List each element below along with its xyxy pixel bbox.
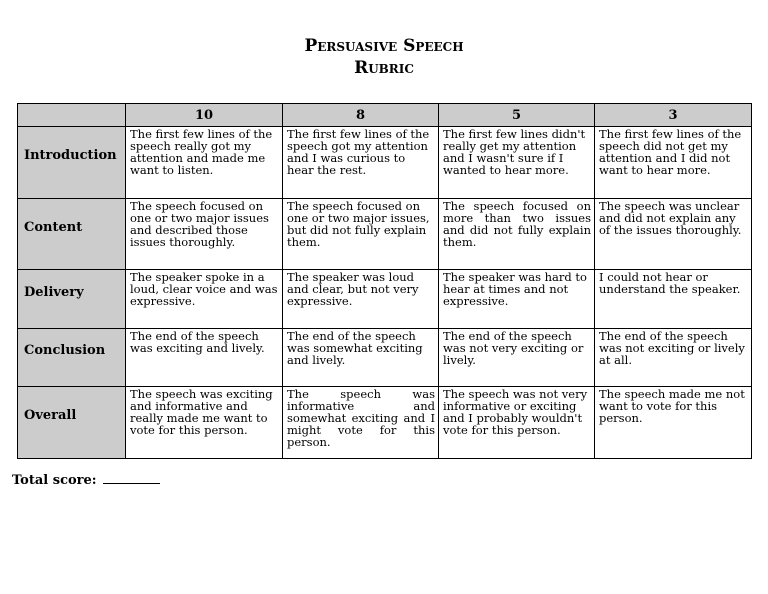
row-label-content: Content [18, 199, 126, 270]
header-score-5: 5 [439, 104, 595, 127]
table-cell: The speech was unclear and did not explain any of the issues thoroughly. [595, 199, 752, 270]
header-score-3: 3 [595, 104, 752, 127]
table-cell: The end of the speech was not exciting or lively at all. [595, 329, 752, 387]
table-row [18, 387, 752, 459]
total-score [12, 471, 160, 488]
header-score-8: 8 [283, 104, 439, 127]
total-score-label: Total score: [12, 473, 97, 488]
table-cell: The end of the speech was somewhat exciting and lively. [283, 329, 439, 387]
table-cell: The speech focused on one or two major issues, but did not fully explain them. [283, 199, 439, 270]
table-row [18, 270, 752, 329]
table-cell: The end of the speech was not very exciting or lively. [439, 329, 595, 387]
table-cell: The speech was not very informative or exciting and I probably wouldn't vote for this person. [439, 387, 595, 459]
header-corner [18, 104, 126, 127]
table-cell: The first few lines of the speech really got my attention and made me want to listen. [126, 127, 283, 199]
table-cell: The speech was exciting and informative and really made me want to vote for this person. [126, 387, 283, 459]
row-label-introduction: Introduction [18, 127, 126, 199]
table-cell: The first few lines of the speech did not get my attention and I did not want to hear more. [595, 127, 752, 199]
table-row [18, 199, 752, 270]
table-cell: The speech made me not want to vote for this person. [595, 387, 752, 459]
table-cell: The speech focused on one or two major issues and described those issues thoroughly. [126, 199, 283, 270]
rubric-table [17, 103, 752, 459]
row-label-delivery: Delivery [18, 270, 126, 329]
total-score-blank-line [103, 471, 160, 484]
table-cell: The speech focused on more than two issues and did not fully explain them. [439, 199, 595, 270]
header-row [18, 104, 752, 127]
table-cell: The speaker spoke in a loud, clear voice and was expressive. [126, 270, 283, 329]
document-title: Persuasive Speech [304, 36, 464, 56]
table-cell: The first few lines didn't really get my attention and I wasn't sure if I wanted to hear more. [439, 127, 595, 199]
row-label-overall: Overall [18, 387, 126, 459]
document-subtitle: Rubric [354, 58, 414, 78]
table-cell: The first few lines of the speech got my attention and I was curious to hear the rest. [283, 127, 439, 199]
table-cell: The end of the speech was exciting and lively. [126, 329, 283, 387]
header-score-10: 10 [126, 104, 283, 127]
row-label-conclusion: Conclusion [18, 329, 126, 387]
table-cell: The speaker was hard to hear at times and not expressive. [439, 270, 595, 329]
table-row [18, 127, 752, 199]
table-cell: I could not hear or understand the speaker. [595, 270, 752, 329]
table-cell: The speech was informative and somewhat exciting and I might vote for this person. [283, 387, 439, 459]
table-row [18, 329, 752, 387]
table-cell: The speaker was loud and clear, but not very expressive. [283, 270, 439, 329]
